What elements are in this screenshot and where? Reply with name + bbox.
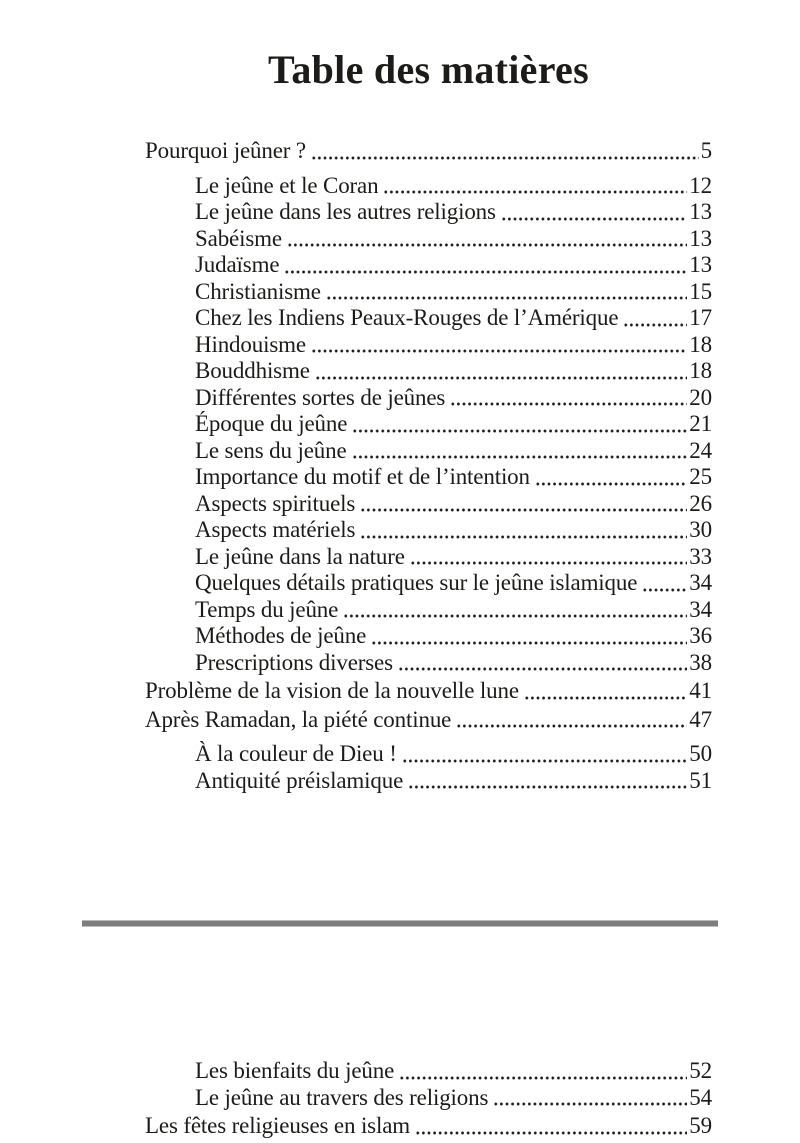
toc-entry	[145, 411, 712, 438]
dot-leader	[371, 623, 687, 650]
dot-leader	[352, 438, 688, 465]
toc-entry-label: Le jeûne et le Coran	[195, 172, 379, 198]
dot-leader	[501, 199, 687, 226]
toc-section-bottom	[145, 1058, 712, 1140]
toc-entry	[145, 570, 712, 597]
toc-entry-page: 13	[689, 252, 712, 277]
toc-entry-page: 25	[689, 464, 712, 489]
toc-entry	[145, 279, 712, 306]
toc-entry-page: 18	[689, 331, 712, 357]
dot-leader	[410, 544, 687, 571]
toc-entry-label: Quelques détails pratiques sur le jeûne islamique	[195, 570, 638, 595]
toc-entry-page: 21	[689, 411, 712, 436]
toc-entry-page: 24	[689, 437, 712, 463]
toc-entry-label: Judaïsme	[195, 252, 280, 277]
toc-entry-page: 17	[689, 305, 712, 330]
toc-entry-page: 54	[689, 1084, 712, 1110]
dot-leader	[524, 678, 687, 705]
dot-leader	[408, 768, 687, 795]
dot-leader	[402, 741, 688, 768]
toc-entry-page: 52	[689, 1058, 712, 1083]
toc-entry-page: 5	[700, 138, 712, 163]
toc-entry-page: 26	[689, 490, 712, 516]
dot-leader	[284, 252, 687, 279]
dot-leader	[343, 597, 687, 624]
dot-leader	[360, 491, 687, 518]
toc-entry-page: 36	[689, 623, 712, 648]
toc-entry-label: Bouddhisme	[195, 358, 310, 383]
toc-entry-page: 47	[689, 706, 712, 732]
toc-entry	[145, 544, 712, 571]
dot-leader	[383, 173, 687, 200]
dot-leader	[287, 226, 687, 253]
toc-entry	[145, 491, 712, 518]
toc-entry	[145, 1085, 712, 1112]
toc-entry-page: 18	[689, 358, 712, 383]
toc-entry	[145, 678, 712, 705]
toc-entry-label: Époque du jeûne	[195, 411, 348, 436]
toc-entry	[145, 1113, 712, 1140]
toc-entry-label: Hindouisme	[195, 331, 306, 357]
toc-entry	[145, 173, 712, 200]
dot-leader	[326, 279, 687, 306]
dot-leader	[642, 570, 687, 597]
toc-entry-page: 59	[689, 1113, 712, 1138]
toc-entry-page: 34	[689, 570, 712, 595]
toc-entry-page: 51	[689, 767, 712, 793]
toc-entry-page: 13	[689, 225, 712, 251]
toc-entry	[145, 199, 712, 226]
toc-entry-label: Temps du jeûne	[195, 596, 339, 622]
toc-entry	[145, 1058, 712, 1085]
dot-leader	[360, 517, 687, 544]
dot-leader	[535, 464, 687, 491]
toc-entry-label: Méthodes de jeûne	[195, 623, 367, 648]
toc-entry-label: Antiquité préislamique	[195, 767, 404, 793]
toc-entry-page: 34	[689, 596, 712, 622]
dot-leader	[399, 1058, 687, 1085]
toc-entry-label: Importance du motif et de l’intention	[195, 464, 530, 489]
dot-leader	[456, 707, 687, 734]
toc-entry-page: 38	[689, 649, 712, 675]
toc-entry	[145, 332, 712, 359]
dot-leader	[352, 411, 687, 438]
dot-leader	[315, 358, 688, 385]
section-divider	[82, 920, 718, 927]
toc-entry	[145, 623, 712, 650]
toc-entry	[145, 464, 712, 491]
dot-leader	[311, 332, 687, 359]
toc-entry	[145, 597, 712, 624]
toc-entry-label: Les fêtes religieuses en islam	[145, 1113, 411, 1138]
dot-leader	[311, 138, 699, 165]
toc-entry	[145, 707, 712, 734]
toc-entry	[145, 138, 712, 165]
toc-entry-label: Le jeûne au travers des religions	[195, 1084, 489, 1110]
toc-entry	[145, 517, 712, 544]
toc-entry-page: 13	[689, 199, 712, 224]
toc-entry-label: Aspects spirituels	[195, 490, 356, 516]
toc-entry	[145, 252, 712, 279]
page-title: Table des matières	[268, 47, 589, 92]
toc-entry-label: Après Ramadan, la piété continue	[145, 706, 452, 732]
toc-entry-label: Problème de la vision de la nouvelle lune	[145, 678, 519, 703]
toc-entry-page: 12	[689, 172, 712, 198]
toc-entry	[145, 385, 712, 412]
dot-leader	[398, 650, 687, 677]
toc-entry-page: 50	[689, 741, 712, 766]
toc-entry-label: Le jeûne dans la nature	[195, 543, 405, 569]
toc-entry	[145, 768, 712, 795]
toc-entry-page: 33	[689, 543, 712, 569]
toc-entry-label: Le sens du jeûne	[195, 437, 347, 463]
toc-entry-label: À la couleur de Dieu !	[195, 741, 397, 766]
toc-entry-label: Sabéisme	[195, 225, 282, 251]
toc-entry	[145, 226, 712, 253]
toc-entry-label: Les bienfaits du jeûne	[195, 1058, 395, 1083]
dot-leader	[493, 1085, 687, 1112]
toc-entry	[145, 741, 712, 768]
toc-entry-page: 30	[689, 517, 712, 542]
toc-section-top	[145, 138, 712, 794]
toc-entry-label: Christianisme	[195, 278, 321, 304]
toc-entry-label: Différentes sortes de jeûnes	[195, 384, 446, 410]
toc-entry	[145, 358, 712, 385]
toc-entry	[145, 650, 712, 677]
dot-leader	[450, 385, 687, 412]
dot-leader	[415, 1113, 687, 1140]
toc-entry	[145, 438, 712, 465]
toc-entry-label: Le jeûne dans les autres religions	[195, 199, 496, 224]
toc-entry-label: Prescriptions diverses	[195, 649, 393, 675]
toc-entry-label: Aspects matériels	[195, 517, 356, 542]
dot-leader	[623, 305, 687, 332]
toc-entry-label: Pourquoi jeûner ?	[145, 138, 306, 163]
toc-entry-page: 15	[689, 278, 712, 304]
toc-entry-page: 41	[689, 678, 712, 703]
toc-entry-page: 20	[689, 384, 712, 410]
toc-entry	[145, 305, 712, 332]
toc-entry-label: Chez les Indiens Peaux-Rouges de l’Amérique	[195, 305, 619, 330]
